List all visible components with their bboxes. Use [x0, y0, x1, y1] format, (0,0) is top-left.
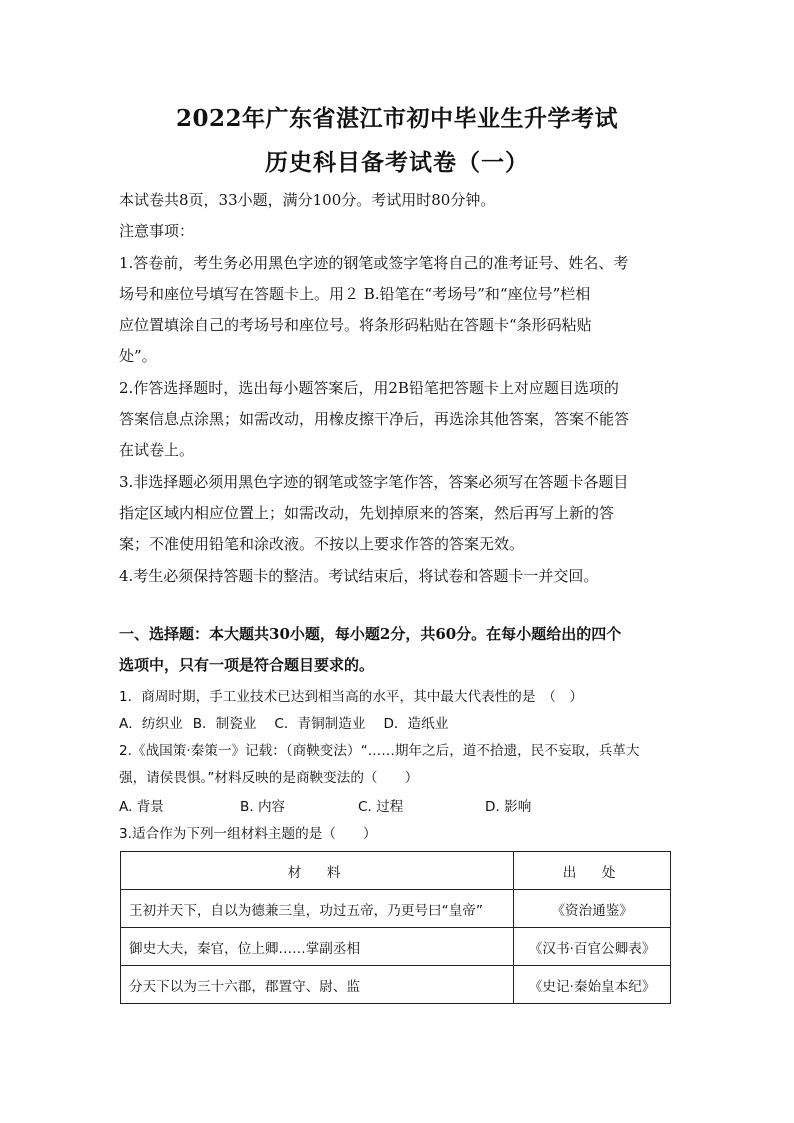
source-cell: 《汉书·百官公卿表》 [514, 928, 671, 966]
note-1-line-2: 场号和座位号填写在答题卡上。用２ B.铅笔在“考场号”和“座位号”栏相 [119, 284, 591, 303]
table-row [121, 966, 671, 1004]
exam-title: 2022年广东省湛江市初中毕业生升学考试 [175, 105, 618, 132]
question-2-line-1: 2.《战国策·秦策一》记载：（商鞅变法）“……期年之后，道不拾遗，民不妄取，兵革大 [119, 743, 640, 759]
question-1-options [119, 711, 689, 738]
question-3-stem: 3.适合作为下列一组材料主题的是（ ） [119, 826, 377, 842]
note-2-line-2: 答案信息点涂黑；如需改动，用橡皮擦干净后，再选涂其他答案，答案不能答 [119, 410, 630, 429]
note-3-line-3: 案；不准使用铅笔和涂改液。不按以上要求作答的答案无效。 [119, 535, 525, 554]
question-2-option-d: D. 影响 [485, 799, 532, 815]
table-header-row [121, 852, 671, 890]
note-3-line-1: 3.非选择题必须用黑色字迹的钢笔或签字笔作答，答案必须写在答题卡各题目 [119, 472, 629, 491]
exam-subtitle: 历史科目备考试卷（一） [265, 149, 529, 176]
note-3-line-2: 指定区域内相应位置上；如需改动，先划掉原来的答案，然后再写上新的答 [119, 503, 615, 522]
note-4: 4.考生必须保持答题卡的整洁。考试结束后，将试卷和答题卡一并交回。 [119, 566, 599, 585]
source-table [120, 851, 671, 1004]
note-1-line-3: 应位置填涂自己的考场号和座位号。将条形码粘贴在答题卡“条形码粘贴 [119, 316, 592, 335]
questions-block [119, 684, 689, 848]
header-source: 出 处 [514, 852, 671, 890]
source-cell: 《资治通鉴》 [514, 890, 671, 928]
source-cell: 《史记·秦始皇本纪》 [514, 966, 671, 1004]
material-cell: 御史大夫，秦官，位上卿……掌副丞相 [121, 928, 514, 966]
table-row [121, 928, 671, 966]
question-2-option-a: A. 背景 [119, 799, 164, 815]
material-cell: 王初并天下，自以为德兼三皇，功过五帝，乃更号曰“皇帝” [121, 890, 514, 928]
header-material: 材 料 [121, 852, 514, 890]
note-1-line-4: 处”。 [119, 347, 157, 366]
section-1-heading [119, 619, 679, 680]
question-2-line-2: 强，请侯畏惧。”材料反映的是商鞅变法的（ ） [119, 770, 419, 786]
question-2-options [119, 794, 689, 821]
section-1-heading-line-1: 一、选择题：本大题共30小题，每小题2分，共60分。在每小题给出的四个 [119, 625, 622, 643]
question-1-option-c: C．青铜制造业 [274, 716, 366, 732]
notes-heading: 注意事项： [119, 222, 195, 241]
exam-summary: 本试卷共8页，33小题，满分100分。考试用时80分钟。 [119, 191, 496, 209]
question-2-option-c: C. 过程 [358, 799, 404, 815]
question-1-option-d: D．造纸业 [383, 716, 449, 732]
question-1-option-b: B．制瓷业 [192, 716, 257, 732]
table-row [121, 890, 671, 928]
question-1-option-a: A．纺织业 [119, 716, 183, 732]
section-1-heading-line-2: 选项中，只有一项是符合题目要求的。 [119, 655, 375, 674]
material-cell: 分天下以为三十六郡，郡置守、尉、监 [121, 966, 514, 1004]
question-2-option-b: B. 内容 [240, 799, 286, 815]
note-2-line-1: 2.作答选择题时，选出每小题答案后，用2B铅笔把答题卡上对应题目选项的 [119, 378, 619, 397]
note-2-line-3: 在试卷上。 [119, 441, 195, 460]
question-1-stem: 1．商周时期，手工业技术已达到相当高的水平，其中最大代表性的是 （ ） [119, 689, 584, 705]
instructions-block [119, 185, 679, 592]
note-1-line-1: 1.答卷前，考生务必用黑色字迹的钢笔或签字笔将自己的准考证号、姓名、考 [119, 253, 629, 272]
